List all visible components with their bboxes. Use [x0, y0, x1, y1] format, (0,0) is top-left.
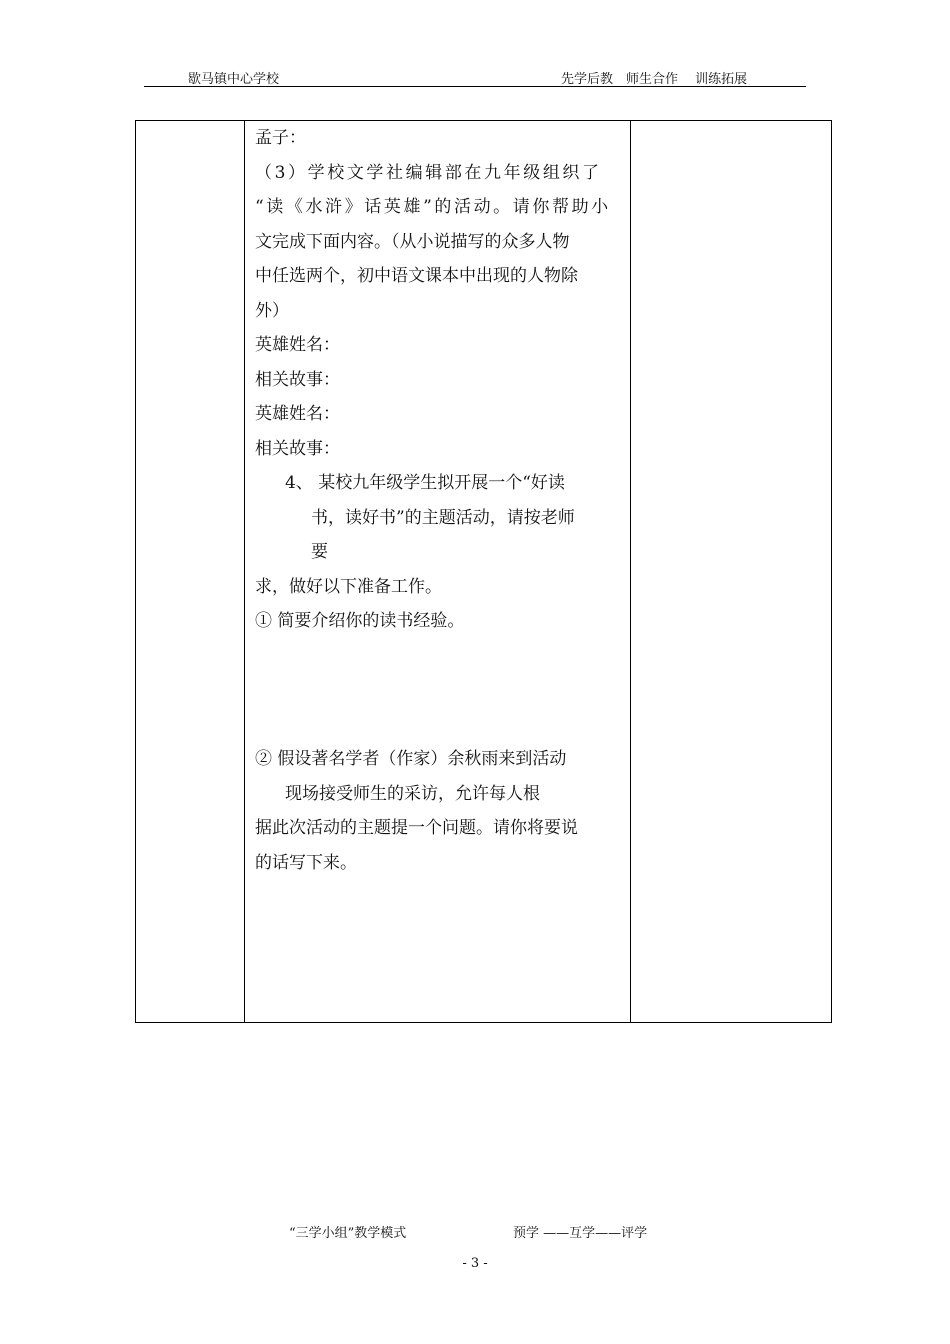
- answer-space-1b: [255, 673, 625, 708]
- page-header: [144, 66, 806, 87]
- question-4-line-3: 要: [311, 542, 328, 562]
- footer-learning-flow: 预学 ——互学——评学: [513, 1226, 648, 1241]
- footer-teaching-mode: “三学小组”教学模式: [289, 1226, 407, 1241]
- table-column-divider-right: [630, 121, 631, 1022]
- table-main-cell: [255, 121, 625, 880]
- question-4-line-2: 书，读好书”的主题活动，请按老师: [311, 507, 575, 528]
- hero-name-field-1: 英雄姓名：: [255, 335, 340, 355]
- task-item-2-line-4: 的话写下来。: [255, 852, 357, 873]
- table-column-divider-left: [244, 121, 245, 1022]
- related-story-field-1: 相关故事：: [255, 369, 340, 390]
- related-story-field-2: 相关故事：: [255, 438, 340, 459]
- mengzi-label: 孟子：: [255, 128, 306, 148]
- question-3-line-3: 文完成下面内容。（从小说描写的众多人物: [255, 231, 570, 252]
- question-3-line-4: 中任选两个，初中语文课本中出现的人物除: [255, 266, 578, 286]
- hero-name-field-2: 英雄姓名：: [255, 404, 340, 424]
- task-item-2-line-3: 据此次活动的主题提一个问题。请你将要说: [255, 818, 578, 838]
- page-number: - 3 -: [462, 1256, 488, 1271]
- question-3-line-1: （3）学校文学社编辑部在九年级组织了: [255, 162, 602, 183]
- school-name: 歇马镇中心学校: [188, 72, 280, 87]
- question-4-line-4: 求，做好以下准备工作。: [255, 576, 442, 597]
- answer-space-1c: [255, 708, 625, 743]
- header-motto: 先学后教 师生合作 训练拓展: [561, 72, 748, 87]
- answer-space-1a: [255, 639, 625, 674]
- question-3-line-5: 外）: [255, 300, 289, 321]
- task-item-2-line-2: 现场接受师生的采访，允许每人根: [285, 783, 540, 804]
- lesson-table: [135, 120, 832, 1023]
- question-3-line-2: “读《水浒》话英雄”的活动。请你帮助小: [255, 197, 611, 217]
- question-4-line-1: 4、 某校九年级学生拟开展一个“好读: [285, 473, 565, 493]
- task-item-1: ① 简要介绍你的读书经验。: [255, 611, 465, 631]
- task-item-2-line-1: ② 假设著名学者（作家）余秋雨来到活动: [255, 749, 567, 769]
